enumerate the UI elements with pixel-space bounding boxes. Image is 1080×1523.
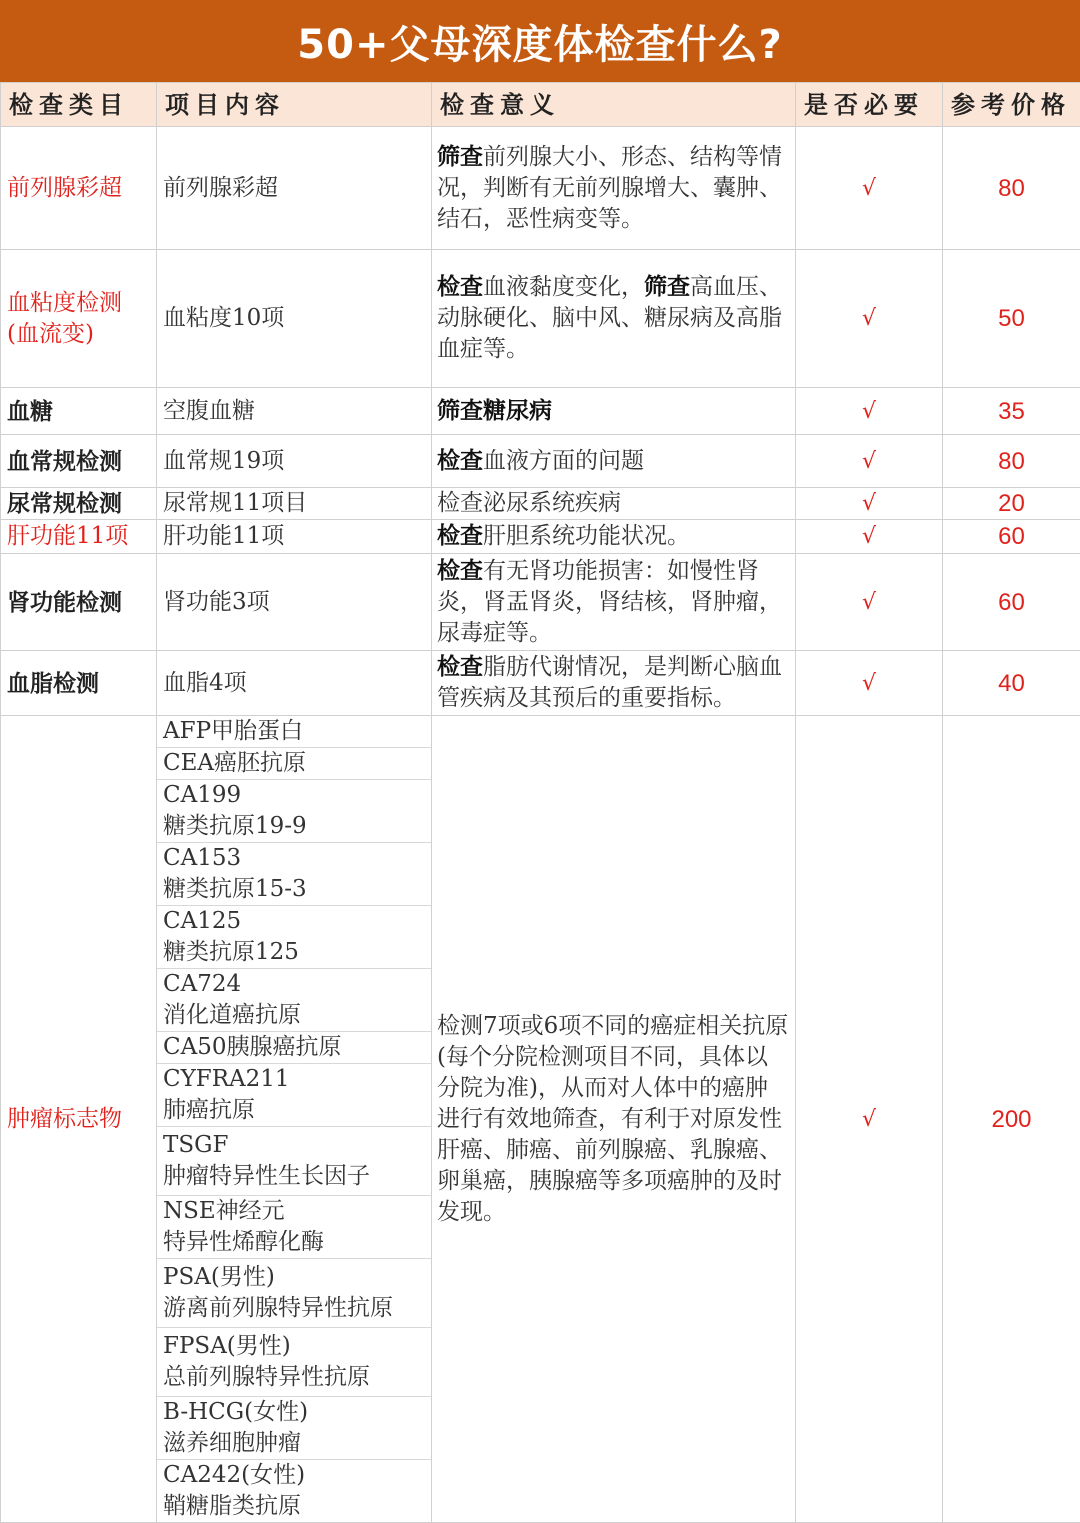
tumor-item [157,1064,431,1127]
item-cell: 血常规19项 [157,435,432,488]
meaning-lead: 筛查 [437,144,483,170]
tumor-item-desc: 糖类抗原125 [163,937,431,968]
tumor-item-desc: 肿瘤特异性生长因子 [163,1161,431,1192]
tumor-item-name: PSA(男性) [163,1262,431,1293]
meaning-lead: 检查 [437,448,483,474]
tumor-item-desc: 特异性烯醇化酶 [163,1227,431,1258]
price-cell: 60 [943,554,1080,651]
tumor-item-name: CA153 [163,843,431,874]
category-line: 血粘度检测 [7,290,122,316]
tumor-item [157,906,431,969]
price-cell: 60 [943,520,1080,554]
tumor-item-desc: 总前列腺特异性抗原 [163,1362,431,1393]
price-cell: 50 [943,250,1080,388]
tumor-item-name: CA125 [163,906,431,937]
table-row [1,250,1080,388]
category-cell: 血糖 [1,388,157,435]
item-cell: 肾功能3项 [157,554,432,651]
price-cell: 35 [943,388,1080,435]
tumor-item-name: B-HCG(女性) [163,1397,431,1428]
category-cell: 前列腺彩超 [1,127,157,250]
tumor-item-desc: 游离前列腺特异性抗原 [163,1293,431,1324]
necessary-check: √ [796,520,943,554]
tumor-item-name: CYFRA211 [163,1064,431,1095]
meaning-lead: 检查 [437,523,483,549]
category-cell: 肿瘤标志物 [1,716,157,1523]
tumor-item-desc: 糖类抗原19-9 [163,811,431,842]
meaning-text: 肝胆系统功能状况。 [483,523,690,549]
tumor-item-desc: 糖类抗原15-3 [163,874,431,905]
table-row [1,435,1080,488]
category-cell: 血脂检测 [1,651,157,716]
tumor-item [157,1397,431,1460]
tumor-item [157,969,431,1032]
meaning-text: 有无肾功能损害：如慢性肾炎，肾盂肾炎，肾结核，肾肿瘤，尿毒症等。 [437,558,782,646]
tumor-item-name: CA50胰腺癌抗原 [163,1032,431,1063]
meaning-text: 脂肪代谢情况，是判断心脑血管疾病及其预后的重要指标。 [437,654,782,711]
title-bar [0,0,1080,82]
tumor-item [157,1259,431,1328]
category-cell: 肝功能11项 [1,520,157,554]
header-price: 参考价格 [943,83,1080,127]
category-cell: 尿常规检测 [1,488,157,520]
tumor-marker-row [1,716,1080,1523]
category-cell: 血常规检测 [1,435,157,488]
meaning-lead: 筛查糖尿病 [437,398,552,424]
header-meaning: 检查意义 [432,83,796,127]
header-item: 项目内容 [157,83,432,127]
item-cell: 尿常规11项目 [157,488,432,520]
tumor-item-name: NSE神经元 [163,1196,431,1227]
tumor-item-name: CA199 [163,780,431,811]
price-cell: 200 [943,716,1080,1523]
category-line-2: (血流变) [7,321,94,347]
item-cell: 空腹血糖 [157,388,432,435]
category-cell [1,250,157,388]
tumor-item [157,748,431,780]
table-row [1,488,1080,520]
meaning-cell [432,250,796,388]
necessary-check: √ [796,250,943,388]
necessary-check: √ [796,435,943,488]
meaning-text: 血液方面的问题 [483,448,644,474]
meaning-cell [432,388,796,435]
tumor-item-name: CA724 [163,969,431,1000]
tumor-item-name: CEA癌胚抗原 [163,748,431,779]
meaning-cell [432,488,796,520]
table-row [1,127,1080,250]
table-header-row [1,83,1080,127]
meaning-text-2: 高血压、动脉硬化、脑中风、糖尿病及高脂血症等。 [437,274,782,362]
meaning-lead-2: 筛查 [644,274,690,300]
tumor-item-desc: 滋养细胞肿瘤 [163,1428,431,1459]
checkup-table [0,82,1080,1523]
page-title: 50+父母深度体检查什么? [297,13,782,70]
meaning-cell [432,127,796,250]
price-cell: 40 [943,651,1080,716]
tumor-item-desc: 肺癌抗原 [163,1095,431,1126]
item-cell: 血粘度10项 [157,250,432,388]
necessary-check: √ [796,554,943,651]
category-cell: 肾功能检测 [1,554,157,651]
meaning-cell [432,520,796,554]
tumor-item [157,1196,431,1259]
item-cell: 肝功能11项 [157,520,432,554]
header-category: 检查类目 [1,83,157,127]
tumor-item-name: FPSA(男性) [163,1331,431,1362]
table-row [1,520,1080,554]
meaning-cell [432,554,796,651]
price-cell: 20 [943,488,1080,520]
table-row [1,651,1080,716]
necessary-check: √ [796,716,943,1523]
tumor-item [157,780,431,843]
necessary-check: √ [796,127,943,250]
meaning-text: 血液黏度变化， [483,274,644,300]
meaning-cell: 检测7项或6项不同的癌症相关抗原(每个分院检测项目不同，具体以分院为准)，从而对人体中的癌肿进行有效地筛查，有利于对原发性肝癌、肺癌、前列腺癌、乳腺癌、卵巢癌，胰腺癌等多项癌肿的及时发现。 [432,716,796,1523]
meaning-cell [432,435,796,488]
necessary-check: √ [796,651,943,716]
meaning-lead: 检查 [437,654,483,680]
tumor-item-name: TSGF [163,1130,431,1161]
item-cell: 前列腺彩超 [157,127,432,250]
tumor-item [157,1460,431,1522]
tumor-item [157,716,431,748]
meaning-lead: 检查 [437,274,483,300]
table-row [1,388,1080,435]
price-cell: 80 [943,127,1080,250]
meaning-text: 检查泌尿系统疾病 [437,490,621,516]
tumor-item-desc: 鞘糖脂类抗原 [163,1491,431,1522]
meaning-lead: 检查 [437,558,483,584]
tumor-item-name: CA242(女性) [163,1460,431,1491]
tumor-item [157,1032,431,1064]
table-row [1,554,1080,651]
tumor-item-desc: 消化道癌抗原 [163,1000,431,1031]
tumor-item [157,1127,431,1196]
item-cell: 血脂4项 [157,651,432,716]
tumor-item-name: AFP甲胎蛋白 [163,716,431,747]
header-necessary: 是否必要 [796,83,943,127]
necessary-check: √ [796,488,943,520]
tumor-item [157,843,431,906]
tumor-item [157,1328,431,1397]
meaning-text: 前列腺大小、形态、结构等情况，判断有无前列腺增大、囊肿、结石，恶性病变等。 [437,144,782,232]
price-cell: 80 [943,435,1080,488]
necessary-check: √ [796,388,943,435]
meaning-cell [432,651,796,716]
tumor-items-cell [157,716,432,1523]
